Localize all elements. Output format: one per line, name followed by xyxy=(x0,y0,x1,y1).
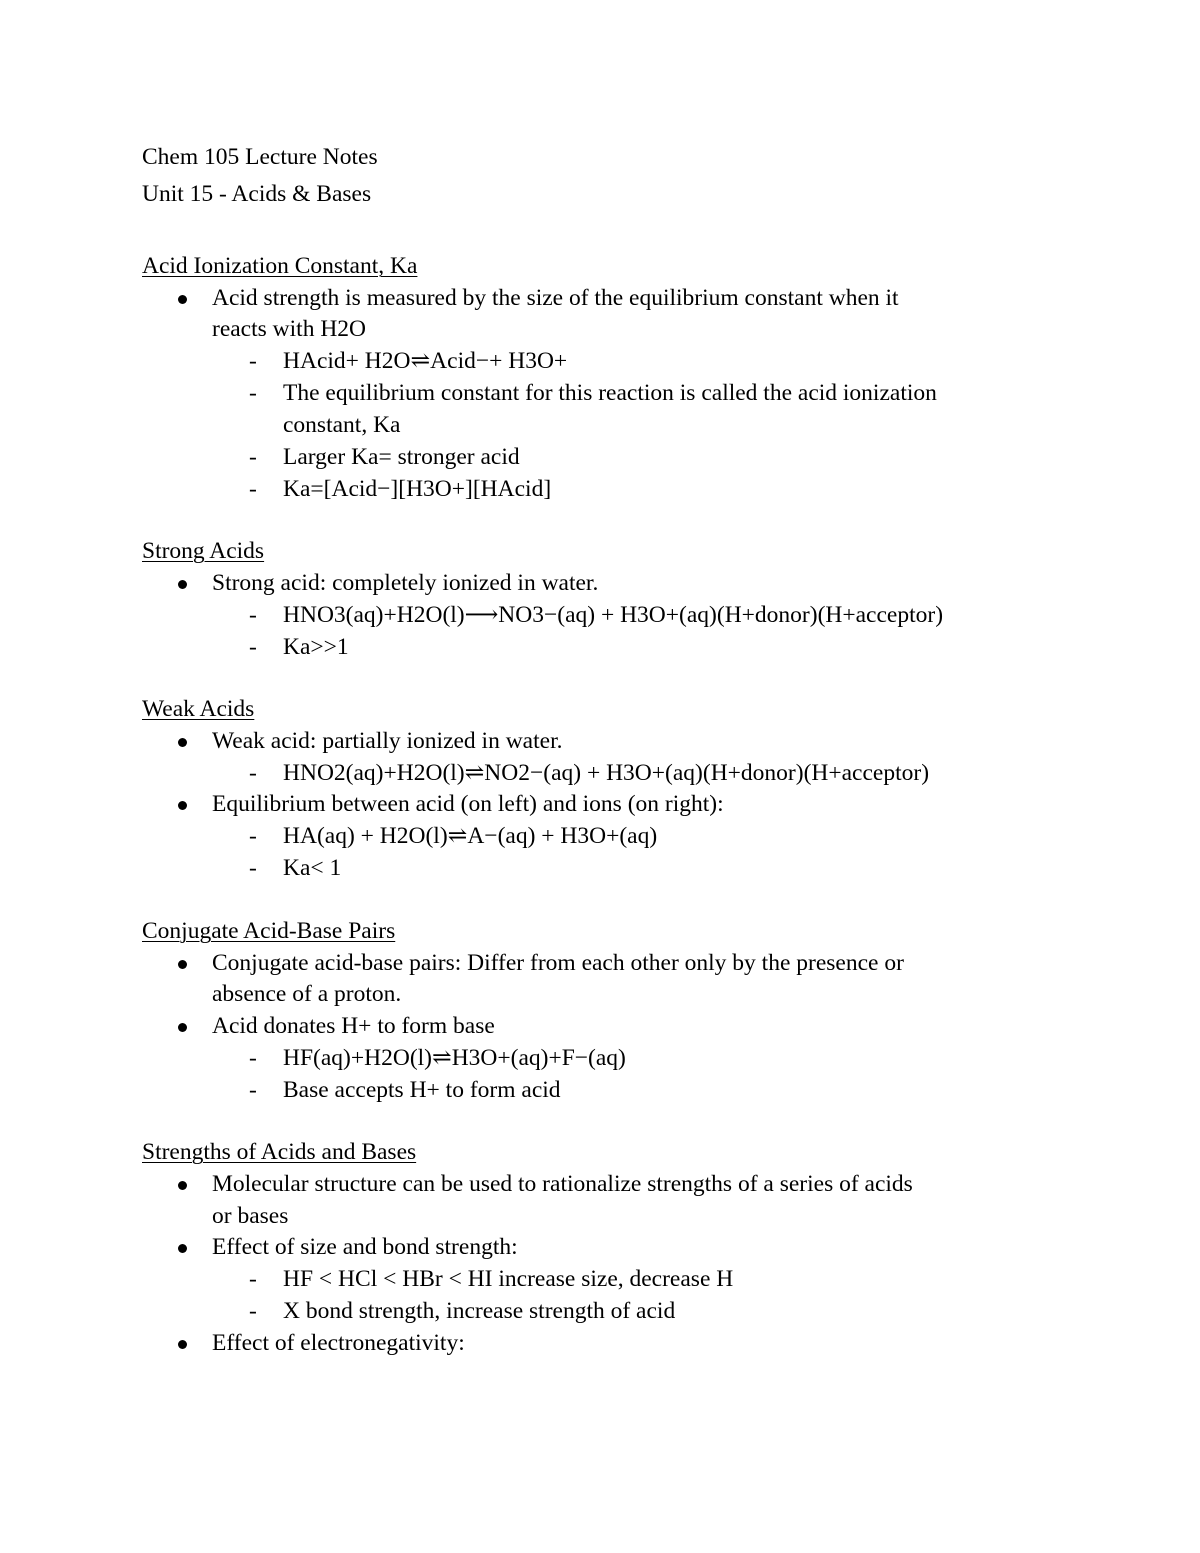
sub-item-text: Ka< 1 xyxy=(283,855,342,881)
bullet-text: Effect of size and bond strength: xyxy=(212,1234,518,1260)
sub-item-text: HAcid+ H2O⇌Acid−+ H3O+ xyxy=(283,348,568,374)
sub-item-text: HA(aq) + H2O(l)⇌A−(aq) + H3O+(aq) xyxy=(283,823,658,849)
sub-item-text: constant, Ka xyxy=(283,412,401,438)
section-heading-conjugate-pairs: Conjugate Acid-Base Pairs xyxy=(142,918,396,944)
dash-icon: - xyxy=(249,1298,257,1324)
dash-icon: - xyxy=(249,1266,257,1292)
dash-icon: - xyxy=(249,760,257,786)
bullet-text: Weak acid: partially ionized in water. xyxy=(212,728,563,754)
dash-icon: - xyxy=(249,444,257,470)
bullet-text: reacts with H2O xyxy=(212,316,367,342)
section-heading-strong-acids: Strong Acids xyxy=(142,538,265,564)
sub-item-text: Ka=[Acid−][H3O+][HAcid] xyxy=(283,476,552,502)
dash-icon: - xyxy=(249,855,257,881)
bullet-icon xyxy=(178,580,187,589)
document-title: Chem 105 Lecture Notes xyxy=(142,144,378,170)
bullet-icon xyxy=(178,1244,187,1253)
bullet-icon xyxy=(178,1023,187,1032)
bullet-text: Equilibrium between acid (on left) and ions (on right): xyxy=(212,791,724,817)
bullet-text: Effect of electronegativity: xyxy=(212,1330,465,1356)
bullet-text: Conjugate acid-base pairs: Differ from each other only by the presence or xyxy=(212,950,904,976)
dash-icon: - xyxy=(249,380,257,406)
dash-icon: - xyxy=(249,823,257,849)
dash-icon: - xyxy=(249,476,257,502)
section-heading-acid-ionization: Acid Ionization Constant, Ka xyxy=(142,253,418,279)
bullet-icon xyxy=(178,738,187,747)
dash-icon: - xyxy=(249,1045,257,1071)
bullet-text: Acid strength is measured by the size of the equilibrium constant when it xyxy=(212,285,899,311)
bullet-text: Strong acid: completely ionized in water. xyxy=(212,570,599,596)
bullet-icon xyxy=(178,801,187,810)
sub-item-text: Larger Ka= stronger acid xyxy=(283,444,520,470)
document-subtitle: Unit 15 - Acids & Bases xyxy=(142,181,372,207)
sub-item-text: HF < HCl < HBr < HI increase size, decrease H xyxy=(283,1266,734,1292)
bullet-icon xyxy=(178,295,187,304)
sub-item-text: The equilibrium constant for this reaction is called the acid ionization xyxy=(283,380,937,406)
bullet-icon xyxy=(178,960,187,969)
sub-item-text: HNO3(aq)+H2O(l)⟶NO3−(aq) + H3O+(aq)(H+donor)(H+acceptor) xyxy=(283,602,944,628)
section-heading-strengths: Strengths of Acids and Bases xyxy=(142,1139,417,1165)
sub-item-text: HF(aq)+H2O(l)⇌H3O+(aq)+F−(aq) xyxy=(283,1045,626,1071)
bullet-icon xyxy=(178,1181,187,1190)
dash-icon: - xyxy=(249,1077,257,1103)
bullet-text: absence of a proton. xyxy=(212,981,402,1007)
bullet-text: Molecular structure can be used to rationalize strengths of a series of acids xyxy=(212,1171,913,1197)
dash-icon: - xyxy=(249,634,257,660)
section-heading-weak-acids: Weak Acids xyxy=(142,696,255,722)
bullet-text: Acid donates H+ to form base xyxy=(212,1013,495,1039)
sub-item-text: Ka>>1 xyxy=(283,634,349,660)
bullet-text: or bases xyxy=(212,1203,289,1229)
dash-icon: - xyxy=(249,348,257,374)
sub-item-text: X bond strength, increase strength of acid xyxy=(283,1298,676,1324)
bullet-icon xyxy=(178,1340,187,1349)
dash-icon: - xyxy=(249,602,257,628)
sub-item-text: HNO2(aq)+H2O(l)⇌NO2−(aq) + H3O+(aq)(H+donor)(H+acceptor) xyxy=(283,760,930,786)
sub-item-text: Base accepts H+ to form acid xyxy=(283,1077,561,1103)
